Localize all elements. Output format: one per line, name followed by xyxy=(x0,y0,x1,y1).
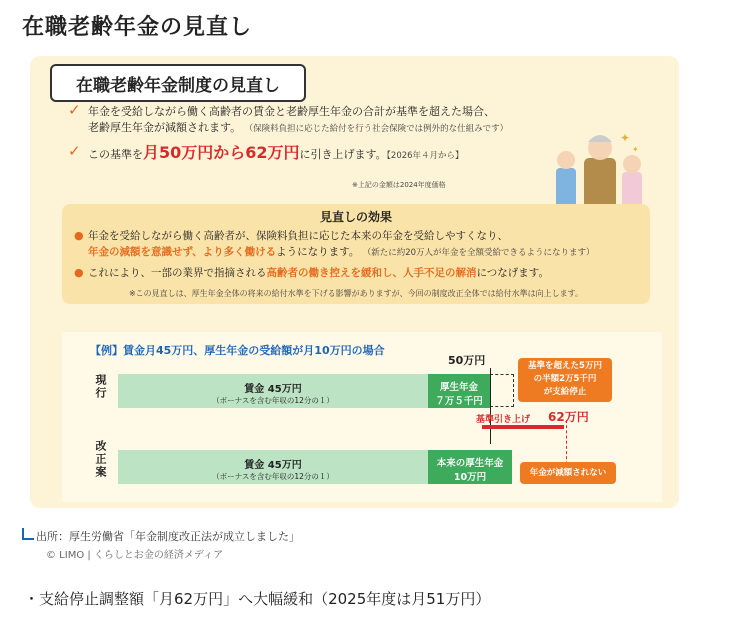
check-item-2: ✓ この基準を月50万円から62万円に引き上げます。【2026年４月から】 xyxy=(68,142,464,162)
no-cut-badge: 年金が減額されない xyxy=(520,462,616,484)
source-corner-icon xyxy=(22,528,34,540)
current-wage-bar: 賃金 45万円 （ボーナスを含む年収の12分の１） xyxy=(118,374,428,408)
pension-infographic xyxy=(30,56,679,508)
effect-bullet-2: ● これにより、一部の業界で指摘される高齢者の働き控えを緩和し、人手不足の解消につなげます。 xyxy=(74,266,549,279)
current-row-label: 現行 xyxy=(94,374,107,400)
infographic-title-box xyxy=(50,64,306,102)
stop-note-badge: 基準を超えた5万円 の半額2万5千円 が支給停止 xyxy=(518,358,612,402)
credit-text: © LIMO | くらしとお金の経済メディア xyxy=(46,550,224,561)
svg-text:✦: ✦ xyxy=(632,145,639,154)
raise-label: 基準引き上げ xyxy=(476,415,531,425)
effect-panel xyxy=(62,204,650,304)
threshold-50-line xyxy=(490,368,491,444)
body-text: ・支給停止調整額「月62万円」へ大幅緩和（2025年度は月51万円） xyxy=(24,590,491,608)
bullet-dot-icon: ● xyxy=(74,266,84,279)
effect-body xyxy=(74,228,644,281)
check-list xyxy=(68,101,588,164)
check-icon: ✓ xyxy=(68,142,81,160)
threshold-62-label: 62万円 xyxy=(548,410,589,424)
revised-row-label: 改正案 xyxy=(94,440,107,479)
page-title: 在職老齢年金の見直し xyxy=(22,15,253,40)
raise-arrow xyxy=(482,425,564,429)
revised-wage-bar: 賃金 45万円 （ボーナスを含む年収の12分の１） xyxy=(118,450,428,484)
effect-title: 見直しの効果 xyxy=(319,210,392,224)
price-note: ※上記の金額は2024年度価格 xyxy=(352,181,446,189)
effect-footnote: ※この見直しは、厚生年金全体の将来の給付水準を下げる影響がありますが、今回の制度改正全体では給付水準は向上します。 xyxy=(128,289,584,298)
svg-text:✦: ✦ xyxy=(620,131,631,145)
current-pension-bar: 厚生年金 ７万５千円 xyxy=(428,374,490,408)
infographic-title: 在職老齢年金制度の見直し xyxy=(76,75,280,96)
bullet-dot-icon: ● xyxy=(74,229,84,242)
example-title: 【例】賃金月45万円、厚生年金の受給額が月10万円の場合 xyxy=(90,344,385,357)
revised-pension-bar: 本来の厚生年金 10万円 xyxy=(428,450,512,484)
threshold-50-label: 50万円 xyxy=(448,354,486,367)
effect-bullet-1: ● 年金を受給しながら働く高齢者が、保険料負担に応じた本来の年金を受給しやすくなり、 年金の減額を意識せず、より多く働けるようになります。 （新たに約20万人が年金を全額受給できるようになります） xyxy=(74,229,595,258)
stopped-amount-box xyxy=(490,374,514,407)
check-item-1: ✓ 年金を受給しながら働く高齢者の賃金と老齢厚生年金の合計が基準を超えた場合、 老齢厚生年金が減額されます。 （保険料負担に応じた給付を行う社会保険では例外的な仕組みです） xyxy=(68,101,509,134)
source-text: 出所：厚生労働省「年金制度改正法が成立しました」 xyxy=(36,530,300,543)
check-icon: ✓ xyxy=(68,101,81,119)
